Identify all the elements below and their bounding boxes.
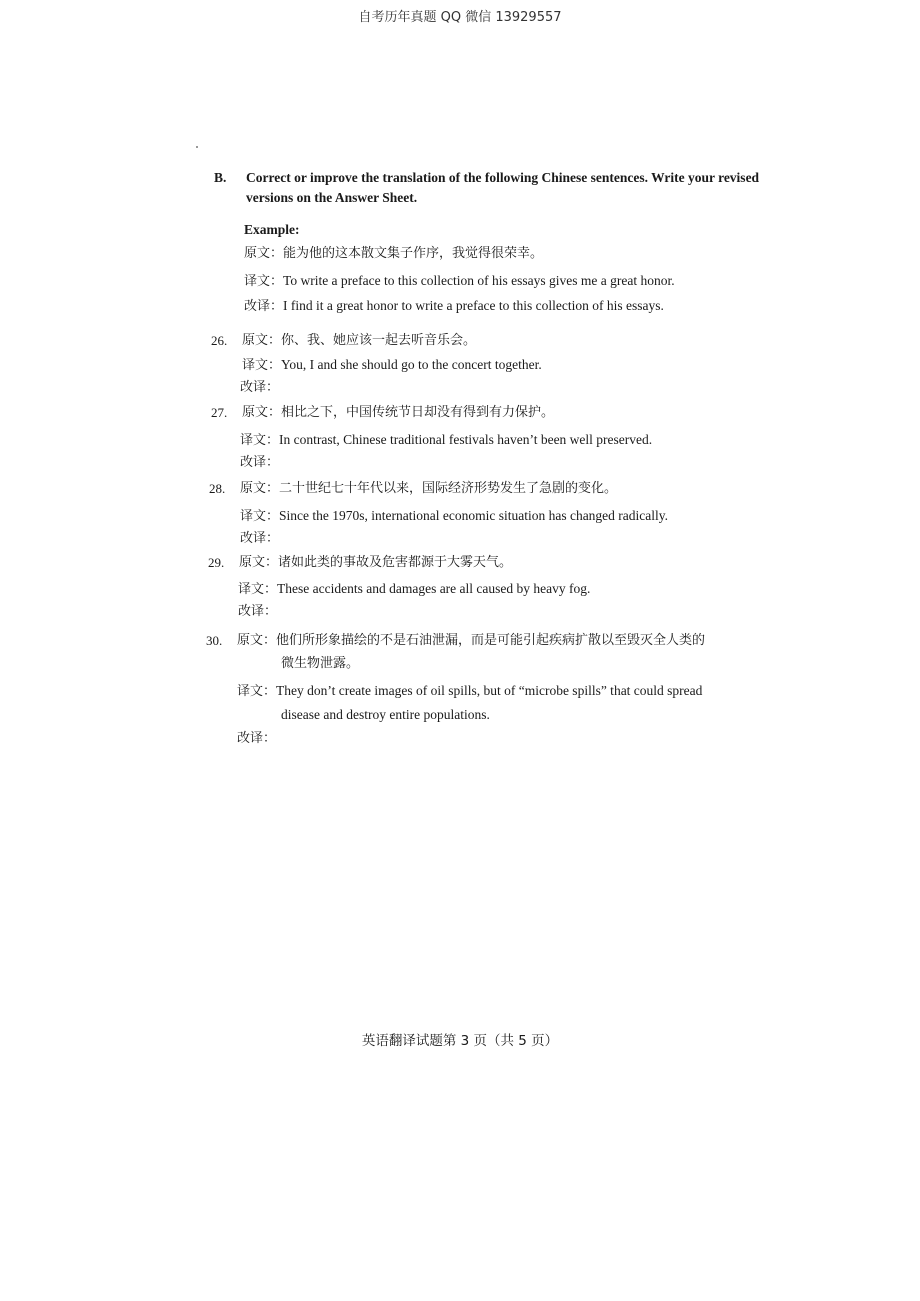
example-original <box>244 244 543 264</box>
original-tag: 原文： <box>242 405 282 420</box>
original-tag: 原文： <box>237 633 277 648</box>
item-original <box>242 403 554 423</box>
example-original-tag: 原文： <box>244 246 284 261</box>
revision-tag: 改译： <box>238 604 278 619</box>
original-text: 二十世纪七十年代以来，国际经济形势发生了急剧的变化。 <box>279 481 618 496</box>
section-instruction-text: Correct or improve the translation of the following Chinese sentences. Write your revised versions on the Answer Sheet. <box>246 170 760 205</box>
original-tag: 原文： <box>239 555 279 570</box>
example-translation-text: To write a preface to this collection of his essays gives me a great honor. <box>283 273 675 288</box>
item-revision <box>237 729 276 749</box>
translation-text: In contrast, Chinese traditional festivals haven’t been well preserved. <box>279 432 653 447</box>
example-revision-text: I find it a great honor to write a preface to this collection of his essays. <box>283 298 664 313</box>
item-translation <box>237 681 702 702</box>
original-text: 你、我、她应该一起去听音乐会。 <box>281 333 477 348</box>
item-translation-continued <box>281 705 490 726</box>
original-tag: 原文： <box>242 333 282 348</box>
item-translation <box>238 579 590 600</box>
original-text-line2: 微生物泄露。 <box>281 656 360 671</box>
item-number: 27. <box>211 405 228 420</box>
item-number: 28. <box>209 481 226 496</box>
item-original <box>242 331 476 351</box>
original-text-line1: 他们所形象描绘的不是石油泄漏，而是可能引起疾病扩散以至毁灭全人类的 <box>276 633 706 648</box>
translation-tag: 译文： <box>238 582 278 597</box>
example-original-text: 能为他的这本散文集子作序，我觉得很荣幸。 <box>283 246 544 261</box>
translation-text: Since the 1970s, international economic situation has changed radically. <box>279 508 669 523</box>
example-revision <box>244 296 664 317</box>
page-header: 自考历年真题 QQ 微信 13929557 <box>358 10 562 25</box>
example-title: Example: <box>244 222 300 237</box>
item-number: 29. <box>208 555 225 570</box>
section-label: B. <box>214 170 227 185</box>
translation-text-line2: disease and destroy entire populations. <box>281 707 490 722</box>
translation-tag: 译文： <box>237 684 277 699</box>
item-revision <box>240 378 279 398</box>
item-translation <box>240 506 668 527</box>
original-tag: 原文： <box>240 481 280 496</box>
translation-text: These accidents and damages are all caused by heavy fog. <box>277 581 591 596</box>
item-translation <box>242 355 542 376</box>
item-translation <box>240 430 652 451</box>
revision-tag: 改译： <box>237 731 277 746</box>
translation-tag: 译文： <box>242 358 282 373</box>
scan-speck <box>196 146 198 148</box>
translation-text-line1: They don’t create images of oil spills, but of “microbe spills” that could spread <box>276 683 703 698</box>
item-original <box>239 553 512 573</box>
item-original <box>237 631 705 651</box>
translation-tag: 译文： <box>240 433 280 448</box>
original-text: 诸如此类的事故及危害都源于大雾天气。 <box>278 555 513 570</box>
revision-tag: 改译： <box>240 380 280 395</box>
revision-tag: 改译： <box>240 455 280 470</box>
revision-tag: 改译： <box>240 531 280 546</box>
example-translation-tag: 译文： <box>244 274 284 289</box>
item-original <box>240 479 617 499</box>
example-revision-tag: 改译： <box>244 299 284 314</box>
item-number: 30. <box>206 633 223 648</box>
page-footer: 英语翻译试题第 3 页（共 5 页） <box>361 1033 559 1049</box>
original-text: 相比之下，中国传统节日却没有得到有力保护。 <box>281 405 555 420</box>
item-revision <box>240 453 279 473</box>
item-revision <box>240 529 279 549</box>
translation-text: You, I and she should go to the concert together. <box>281 357 542 372</box>
example-translation <box>244 271 675 292</box>
item-original-continued <box>281 654 359 674</box>
item-revision <box>238 602 277 622</box>
translation-tag: 译文： <box>240 509 280 524</box>
item-number: 26. <box>211 333 228 348</box>
